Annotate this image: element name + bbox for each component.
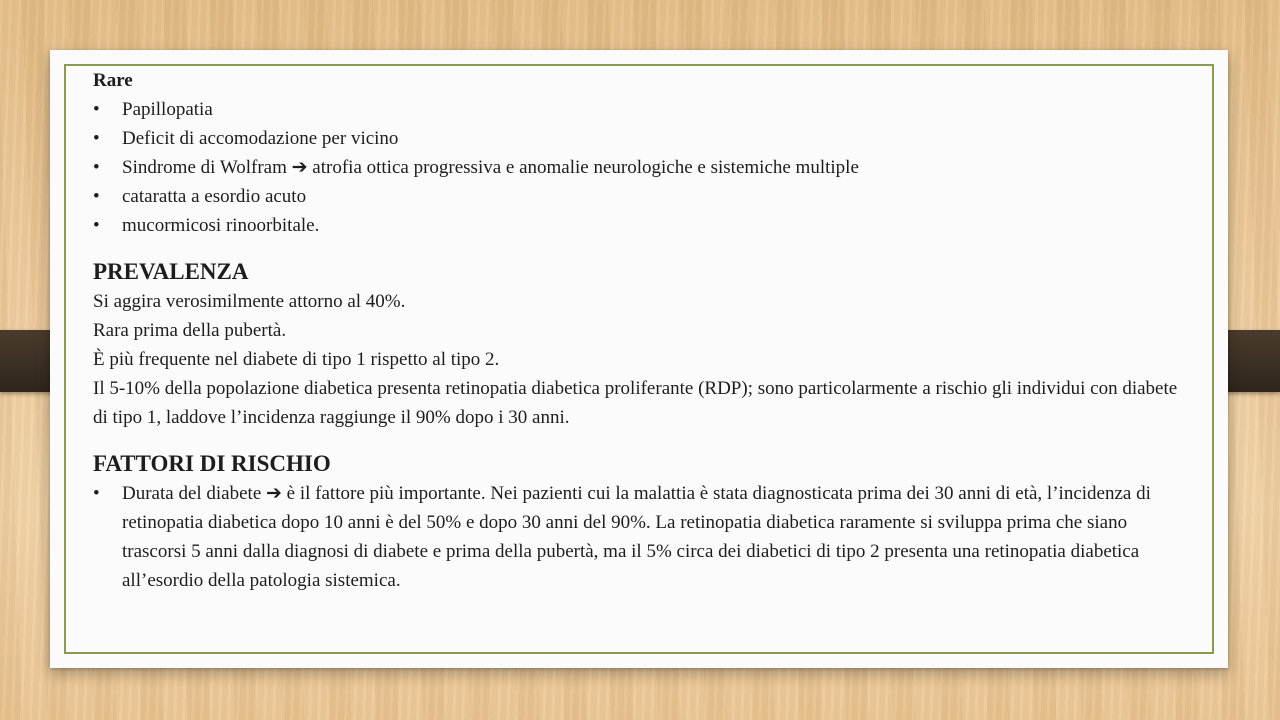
prevalenza-line: È più frequente nel diabete di tipo 1 rispetto al tipo 2.: [93, 349, 500, 370]
list-item: • Deficit di accomodazione per vicino: [93, 124, 1193, 153]
prevalenza-line: Rara prima della pubertà.: [93, 320, 287, 341]
list-item: • cataratta a esordio acuto: [93, 182, 1193, 211]
list-item: • Sindrome di Wolfram ➔ atrofia ottica progressiva e anomalie neurologiche e sistemiche multiple: [93, 153, 1193, 182]
list-item: • mucormicosi rinoorbitale.: [93, 211, 1193, 240]
fattori-heading: FATTORI DI RISCHIO: [93, 451, 331, 476]
prevalenza-line: Si aggira verosimilmente attorno al 40%.: [93, 291, 406, 312]
list-item: • Durata del diabete ➔ è il fattore più importante. Nei pazienti cui la malattia è stata diagnosticata prima dei 30 anni di età, l’incidenza di retinopatia diabetica dopo 10 anni è del 50% e dopo 30 anni del 90%. La retinopatia diabetica raramente si sviluppa prima che siano trascorsi 5 anni dalla diagnosi di diabete e prima della pubertà, ma il 5% circa dei diabetici di tipo 2 presenta una retinopatia diabetica all’esordio della patologia sistemica.: [93, 479, 1193, 595]
rare-list: [93, 95, 1193, 240]
slide-card: [50, 50, 1228, 668]
slide-content: [93, 66, 1193, 595]
prevalenza-paragraph: Il 5-10% della popolazione diabetica presenta retinopatia diabetica proliferante (RDP); sono particolarmente a rischio gli individui con diabete di tipo 1, laddove l’incidenza raggiunge il 90% dopo i 30 anni.: [93, 378, 1178, 428]
list-item: • Papillopatia: [93, 95, 1193, 124]
rare-heading: Rare: [93, 70, 133, 91]
prevalenza-heading: PREVALENZA: [93, 259, 249, 284]
fattori-list: [93, 479, 1193, 595]
